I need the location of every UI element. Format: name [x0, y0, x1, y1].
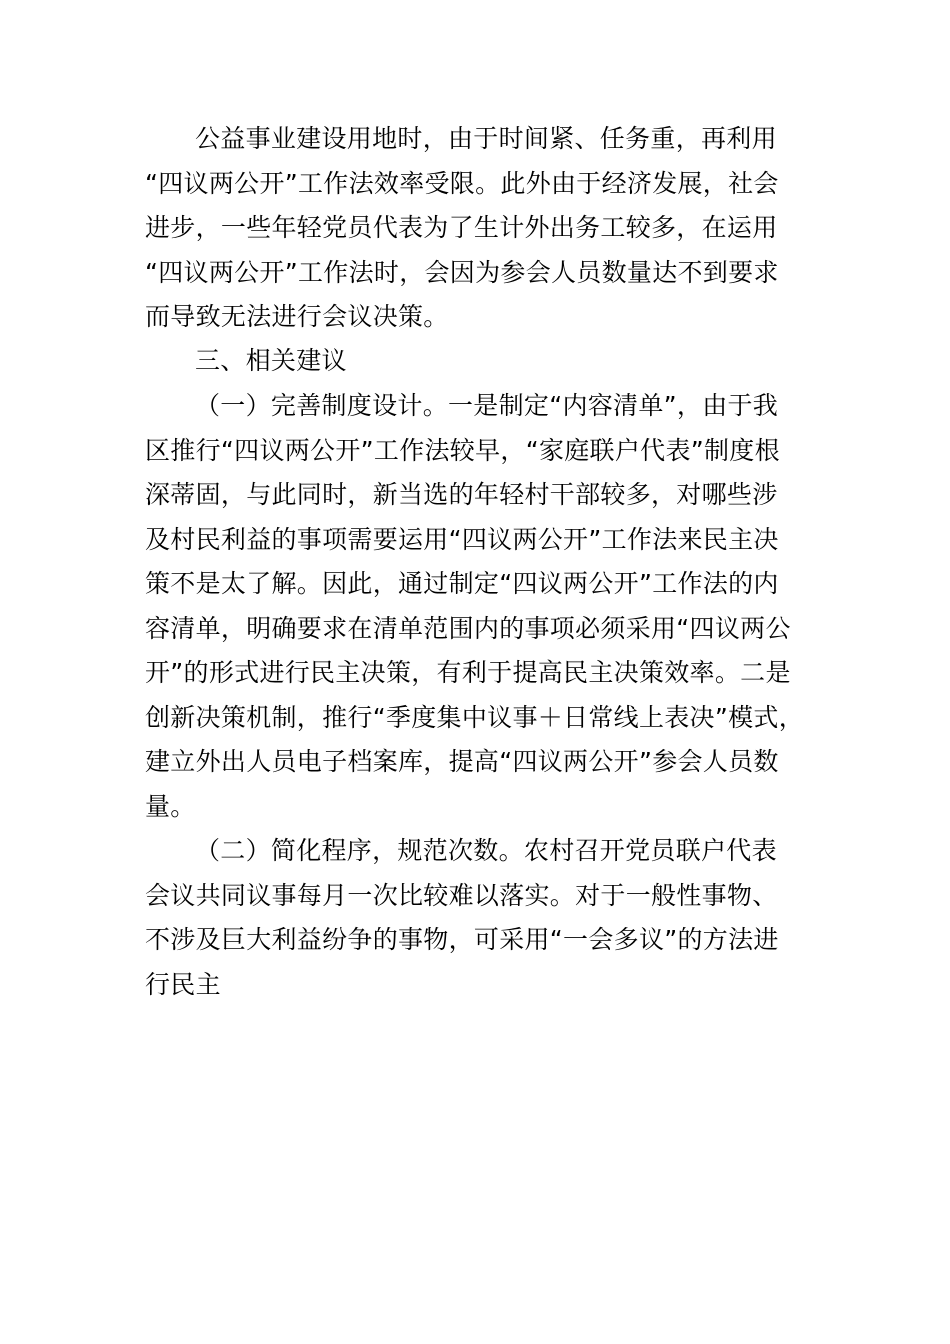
text-line: （二）简化程序，规范次数。农村召开党员联户代表: [195, 836, 777, 865]
text-line: 行民主: [145, 970, 221, 999]
text-line: “四议两公开”工作法时，会因为参会人员数量达不到要求: [145, 258, 779, 287]
text-line: 公益事业建设用地时，由于时间紧、任务重，再利用: [195, 124, 777, 153]
text-line: 而导致无法进行会议决策。: [145, 302, 449, 331]
text-line: 深蒂固，与此同时，新当选的年轻村干部较多，对哪些涉: [145, 480, 778, 509]
text-line: 及村民利益的事项需要运用“四议两公开”工作法来民主决: [145, 525, 779, 554]
text-line: 区推行“四议两公开”工作法较早，“家庭联户代表”制度根: [145, 436, 780, 465]
text-line: 量。: [145, 792, 196, 821]
text-line: 进步，一些年轻党员代表为了生计外出务工较多，在运用: [145, 213, 778, 242]
text-line: “四议两公开”工作法效率受限。此外由于经济发展，社会: [145, 169, 779, 198]
text-line: 会议共同议事每月一次比较难以落实。对于一般性事物、: [145, 881, 778, 910]
text-line: 不涉及巨大利益纷争的事物，可采用“一会多议”的方法进: [145, 925, 779, 954]
section-heading: 三、相关建议: [195, 346, 347, 375]
text-line: （一）完善制度设计。一是制定“内容清单”，由于我: [195, 391, 779, 420]
text-line: 容清单，明确要求在清单范围内的事项必须采用“四议两公: [145, 614, 791, 643]
text-line: 开”的形式进行民主决策，有利于提高民主决策效率。二是: [145, 658, 791, 687]
text-line: 建立外出人员电子档案库，提高“四议两公开”参会人员数: [145, 747, 779, 776]
text-line: 策不是太了解。因此，通过制定“四议两公开”工作法的内: [145, 569, 779, 598]
text-line: 创新决策机制，推行“季度集中议事＋日常线上表决”模式，: [145, 703, 805, 732]
